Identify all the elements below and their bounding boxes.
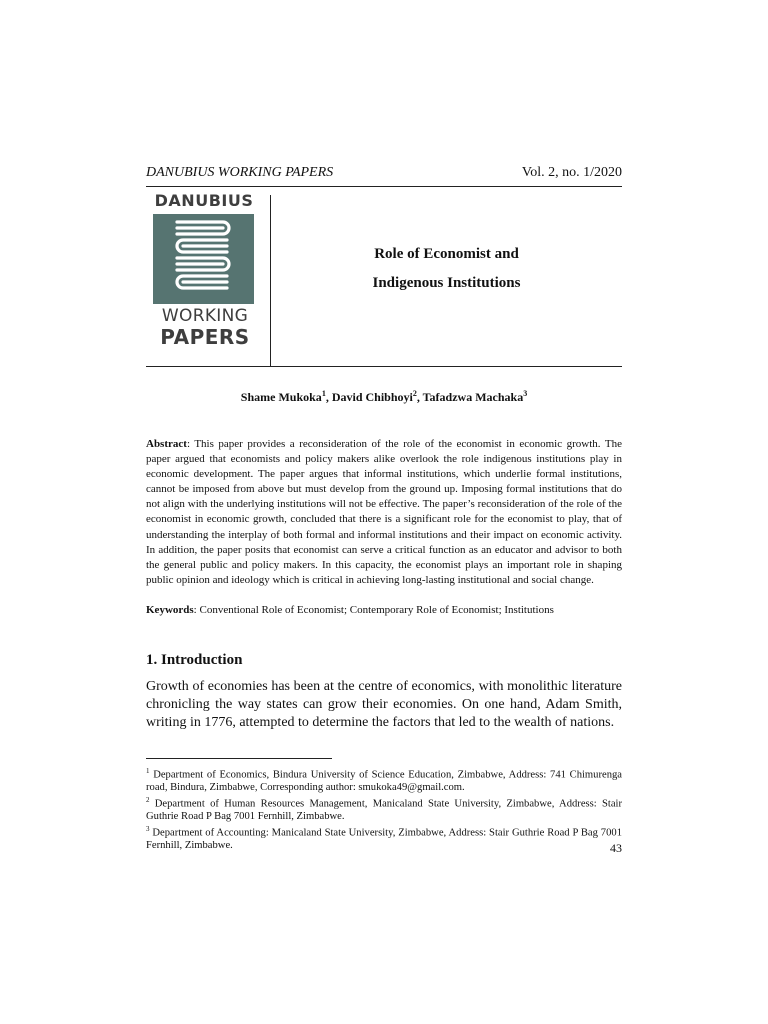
abstract-label: Abstract	[146, 438, 187, 450]
footnote	[146, 794, 622, 823]
paper-page	[146, 0, 622, 1024]
author-name: Tafadzwa Machaka	[422, 390, 524, 404]
author-name: Shame Mukoka	[240, 390, 322, 404]
footnote-text: Department of Accounting: Manicaland State University, Zimbabwe, Address: Stair Guthrie Road P Bag 7001 Fernhill, Zimbabwe.	[146, 827, 622, 852]
footnote	[146, 823, 622, 852]
author-list	[146, 389, 622, 405]
author-name: David Chibhoyi	[331, 390, 413, 404]
footnote-text: Department of Economics, Bindura University of Science Education, Zimbabwe, Address: 741 Chimurenga road, Bindura, Zimbabwe, Corresponding author: smukoka49@gmail.com.	[146, 769, 622, 793]
journal-logo	[150, 187, 270, 366]
footnote-mark: 1	[146, 767, 150, 775]
footnotes	[146, 765, 622, 852]
section-heading: 1. Introduction	[146, 652, 243, 668]
author-separator: ,	[325, 390, 332, 404]
author-footnote-mark: 3	[523, 389, 528, 398]
title-line-1: Role of Economist and	[374, 246, 519, 262]
author-footnote-mark: 2	[412, 389, 417, 398]
footnote-rule	[146, 758, 332, 759]
logo-top-text: DANUBIUS	[154, 191, 254, 210]
author-footnote-mark: 1	[321, 389, 326, 398]
footnote-mark: 2	[146, 796, 150, 805]
keywords-label: Keywords	[146, 604, 194, 616]
masthead	[146, 187, 622, 366]
abstract-text: : This paper provides a reconsideration of the role of the economist in economic growth. The paper argued that economists and policy makers alike overlook the role indigenous institutions play in economic development. The paper argues that informal institutions, which underlie formal institutions, cannot be imposed from above but must develop from the ground up. Imposing formal institutions that do not align with the underlying institutions will not be effective. The paper’s reconsideration of the role of the economist in economic growth, concluded that there is a significant role for the economist to play, that of understanding the interplay of both formal and informal institutions and their impact on economic activity. In addition, the paper posits that economist can serve a critical function as an educator and advisor to both the general public and policy makers. In this capacity, the economist plays an important role in shaping public opinion and ideology which is critical in achieving long-lasting institutional and social change.	[146, 438, 622, 586]
books-icon	[153, 214, 254, 304]
keywords	[146, 604, 622, 616]
running-header	[146, 165, 622, 185]
logo-bottom-text-1: WORKING	[161, 306, 249, 326]
journal-name: DANUBIUS WORKING PAPERS	[146, 165, 334, 180]
title-line-2: Indigenous Institutions	[372, 275, 521, 291]
stacked-books-graphic	[153, 214, 254, 304]
paper-title	[271, 240, 622, 298]
masthead-rule	[146, 366, 622, 367]
keywords-text: : Conventional Role of Economist; Contemporary Role of Economist; Institutions	[193, 604, 554, 616]
abstract	[146, 437, 622, 588]
footnote	[146, 765, 622, 794]
author-separator: ,	[416, 390, 423, 404]
footnote-text: Department of Human Resources Management, Manicaland State University, Zimbabwe, Address: Stair Guthrie Road P Bag 7001 Fernhill, Zimbabwe.	[146, 798, 622, 822]
page-number: 43	[610, 841, 622, 855]
volume-issue: Vol. 2, no. 1/2020	[521, 165, 622, 180]
section-paragraph: Growth of economies has been at the centre of economics, with monolithic literature chronicling the way states can grow their economies. On one hand, Adam Smith, writing in 1776, attempted to determine the factors that led to the wealth of nations.	[146, 679, 622, 730]
logo-bottom-text-2: PAPERS	[160, 325, 250, 349]
footnote-mark: 3	[146, 825, 150, 834]
